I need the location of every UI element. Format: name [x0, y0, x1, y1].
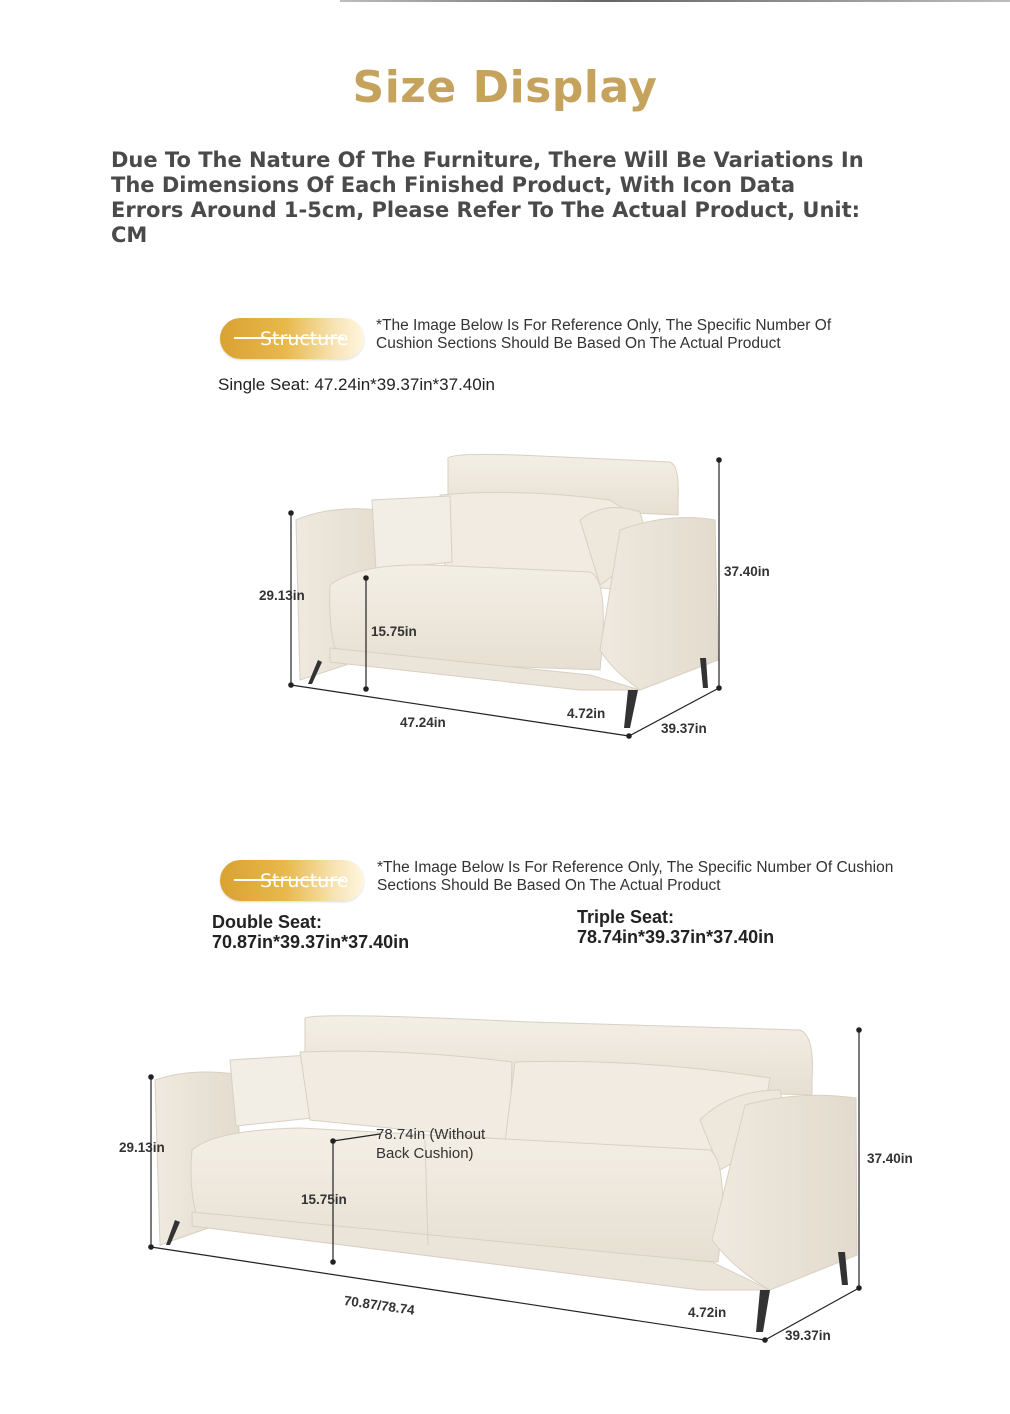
note-line: Cushion Sections Should Be Based On The Actual Product: [376, 335, 781, 352]
depth-label: 39.37in: [661, 721, 707, 736]
reference-note: [377, 859, 893, 895]
arm-height-label: 29.13in: [259, 588, 305, 603]
sofa-1-body: [296, 454, 718, 728]
single-seat-label: Single Seat: 47.24in*39.37in*37.40in: [218, 375, 495, 394]
seat-height-label: 15.75in: [371, 624, 417, 639]
double-seat-title: Double Seat:: [212, 912, 323, 932]
seat-length-line: Back Cushion): [376, 1145, 474, 1162]
depth-label: 39.37in: [785, 1328, 831, 1343]
total-height-label: 37.40in: [724, 564, 770, 579]
seat-length-label: [376, 1125, 485, 1163]
triple-seat-dimensions: 78.74in*39.37in*37.40in: [577, 927, 775, 947]
seat-length-line: 78.74in (Without: [376, 1126, 486, 1143]
seat-height-label: 15.75in: [301, 1192, 347, 1207]
width-label: 47.24in: [400, 715, 446, 730]
arm-height-label: 29.13in: [119, 1140, 165, 1155]
sofa-2-body: [155, 1016, 857, 1332]
badge-label: Structure: [260, 870, 349, 892]
triple-seat-title: Triple Seat:: [577, 907, 675, 927]
intro-text: Due To The Nature Of The Furniture, There Will Be Variations In The Dimensions Of Each Finished Product, With Icon Data Errors Around 1-5cm, Please Refer To The Actual Product, Unit: CM: [111, 148, 864, 247]
triple-seat-label: [577, 907, 774, 947]
page-title: Size Display: [352, 62, 658, 113]
total-height-label: 37.40in: [867, 1151, 913, 1166]
note-line: *The Image Below Is For Reference Only, The Specific Number Of: [376, 317, 832, 334]
note-line: *The Image Below Is For Reference Only, The Specific Number Of Cushion: [377, 859, 894, 876]
structure-badge: [220, 860, 364, 901]
width-label: 70.87/78.74: [342, 1293, 416, 1318]
badge-label: Structure: [260, 328, 349, 350]
double-seat-dimensions: 70.87in*39.37in*37.40in: [212, 932, 410, 952]
note-line: Sections Should Be Based On The Actual Product: [377, 877, 721, 894]
leg-height-label: 4.72in: [688, 1305, 727, 1320]
double-seat-label: [212, 912, 409, 952]
leg-height-label: 4.72in: [567, 706, 606, 721]
